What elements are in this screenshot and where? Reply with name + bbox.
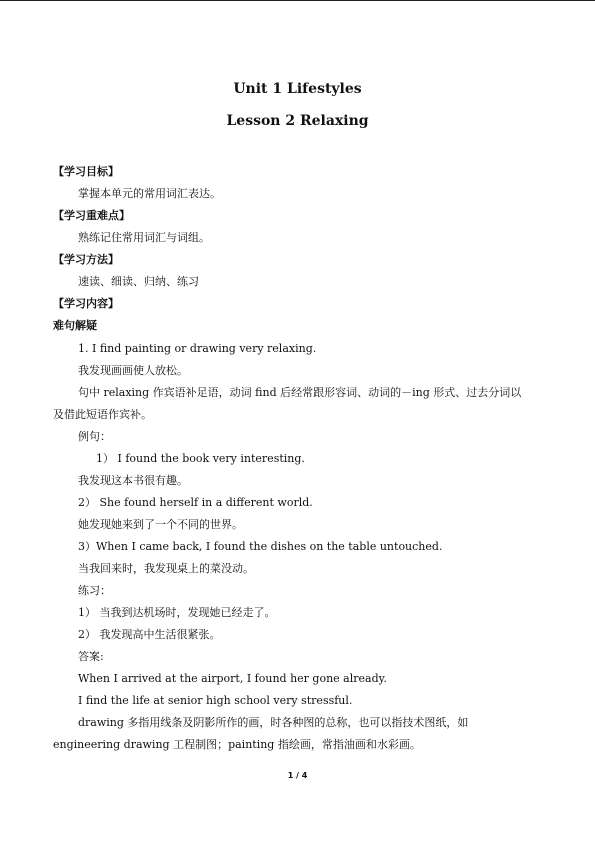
document-subtitle: Lesson 2 Relaxing <box>226 113 369 129</box>
example-1-translation: 我发现这本书很有趣。 <box>78 474 188 487</box>
explanation-line-2: 及借此短语作宾补。 <box>53 408 152 421</box>
examples-label: 例句： <box>78 430 111 443</box>
key-points-text: 熟练记住常用词汇与词组。 <box>78 231 210 244</box>
note-line-1: drawing 多指用线条及阴影所作的画，时各种图的总称，也可以指技术图纸，如 <box>78 716 469 729</box>
goal-heading: 【学习目标】 <box>53 165 119 178</box>
document-title: Unit 1 Lifestyles <box>233 81 362 97</box>
answer-1: When I arrived at the airport, I found her gone already. <box>78 672 387 685</box>
example-1: 1） I found the book very interesting. <box>96 452 305 465</box>
example-2-translation: 她发现她来到了一个不同的世界。 <box>78 518 243 531</box>
goal-text: 掌握本单元的常用词汇表达。 <box>78 187 221 200</box>
method-text: 速读、细读、归纳、练习 <box>78 275 199 288</box>
content-heading: 【学习内容】 <box>53 297 119 310</box>
answer-label: 答案: <box>78 650 104 663</box>
key-points-heading: 【学习重难点】 <box>53 209 130 222</box>
explanation-line-1: 句中 relaxing 作宾语补足语，动词 find 后经常跟形容词、动词的－ing 形式、过去分词以 <box>78 386 522 399</box>
example-3-translation: 当我回来时，我发现桌上的菜没动。 <box>78 562 254 575</box>
practice-item-2: 2） 我发现高中生活很紧张。 <box>78 628 221 641</box>
item-1-translation: 我发现画画使人放松。 <box>78 364 188 377</box>
answer-2: I find the life at senior high school very stressful. <box>78 694 353 707</box>
difficult-sentences-heading: 难句解疑 <box>53 319 97 332</box>
item-1-sentence: 1. I find painting or drawing very relaxing. <box>78 342 317 355</box>
practice-label: 练习： <box>78 584 111 597</box>
note-line-2: engineering drawing 工程制图；painting 指绘画，常指油画和水彩画。 <box>53 738 421 751</box>
example-2: 2） She found herself in a different world. <box>78 496 313 509</box>
top-rule <box>0 0 595 1</box>
example-3: 3）When I came back, I found the dishes on the table untouched. <box>78 540 443 553</box>
practice-item-1: 1） 当我到达机场时，发现她已经走了。 <box>78 606 276 619</box>
page-number: 1 / 4 <box>287 771 308 780</box>
method-heading: 【学习方法】 <box>53 253 119 266</box>
